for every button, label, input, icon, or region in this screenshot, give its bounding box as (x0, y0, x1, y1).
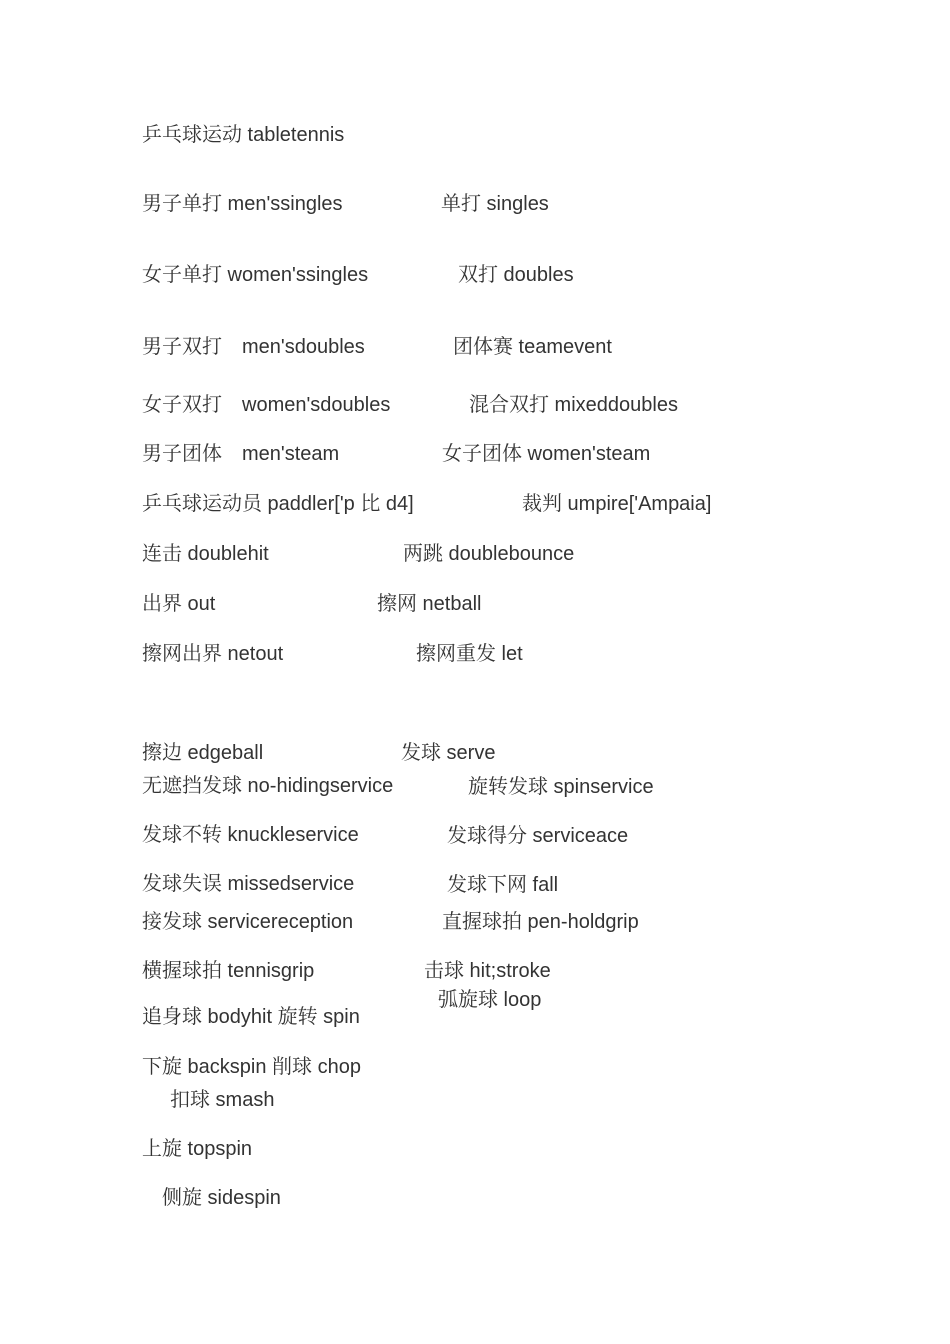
term-team-event: 团体赛 teamevent (453, 336, 612, 358)
term-loop: 弧旋球 loop (438, 989, 542, 1011)
term-out: 出界 out (142, 593, 216, 615)
term-service-reception: 接发球 servicereception (142, 911, 354, 933)
term-fall: 发球下网 fall (447, 874, 559, 896)
term-womens-singles: 女子单打 women'ssingles (142, 264, 369, 286)
term-edge-ball: 擦边 edgeball (142, 742, 264, 764)
term-service-ace: 发球得分 serviceace (447, 825, 629, 847)
term-knuckle-service: 发球不转 knuckleservice (142, 824, 359, 846)
term-tennis-grip: 横握球拍 tennisgrip (142, 960, 315, 982)
term-serve: 发球 serve (401, 742, 496, 764)
term-missed-service: 发球失误 missedservice (142, 873, 355, 895)
term-mens-team: 男子团体 men'steam (142, 443, 340, 465)
term-net-ball: 擦网 netball (377, 593, 482, 615)
term-paddler: 乒乓球运动员 paddler['p 比 d4] (142, 493, 414, 515)
term-pen-hold-grip: 直握球拍 pen-holdgrip (442, 911, 639, 933)
term-double-bounce: 两跳 doublebounce (403, 543, 575, 565)
term-let: 擦网重发 let (416, 643, 523, 665)
term-mens-singles: 男子单打 men'ssingles (142, 193, 343, 215)
term-sidespin: 侧旋 sidespin (162, 1187, 281, 1209)
term-mens-doubles: 男子双打 men'sdoubles (142, 336, 365, 358)
document-title: 乒乓球运动 tabletennis (142, 124, 345, 146)
term-mixed-doubles: 混合双打 mixeddoubles (469, 394, 678, 416)
term-singles: 单打 singles (441, 193, 549, 215)
term-no-hiding-service: 无遮挡发球 no-hidingservice (142, 775, 394, 797)
term-body-hit-spin: 追身球 bodyhit 旋转 spin (142, 1006, 360, 1028)
term-womens-team: 女子团体 women'steam (442, 443, 651, 465)
term-hit-stroke: 击球 hit;stroke (424, 960, 551, 982)
term-spin-service: 旋转发球 spinservice (468, 776, 654, 798)
term-backspin-chop: 下旋 backspin 削球 chop (142, 1056, 361, 1078)
term-doubles: 双打 doubles (458, 264, 574, 286)
term-double-hit: 连击 doublehit (142, 543, 269, 565)
term-smash: 扣球 smash (170, 1089, 275, 1111)
term-topspin: 上旋 topspin (142, 1138, 253, 1160)
term-net-out: 擦网出界 netout (142, 643, 284, 665)
term-umpire: 裁判 umpire['Ampaia] (522, 493, 712, 515)
term-womens-doubles: 女子双打 women'sdoubles (142, 394, 391, 416)
